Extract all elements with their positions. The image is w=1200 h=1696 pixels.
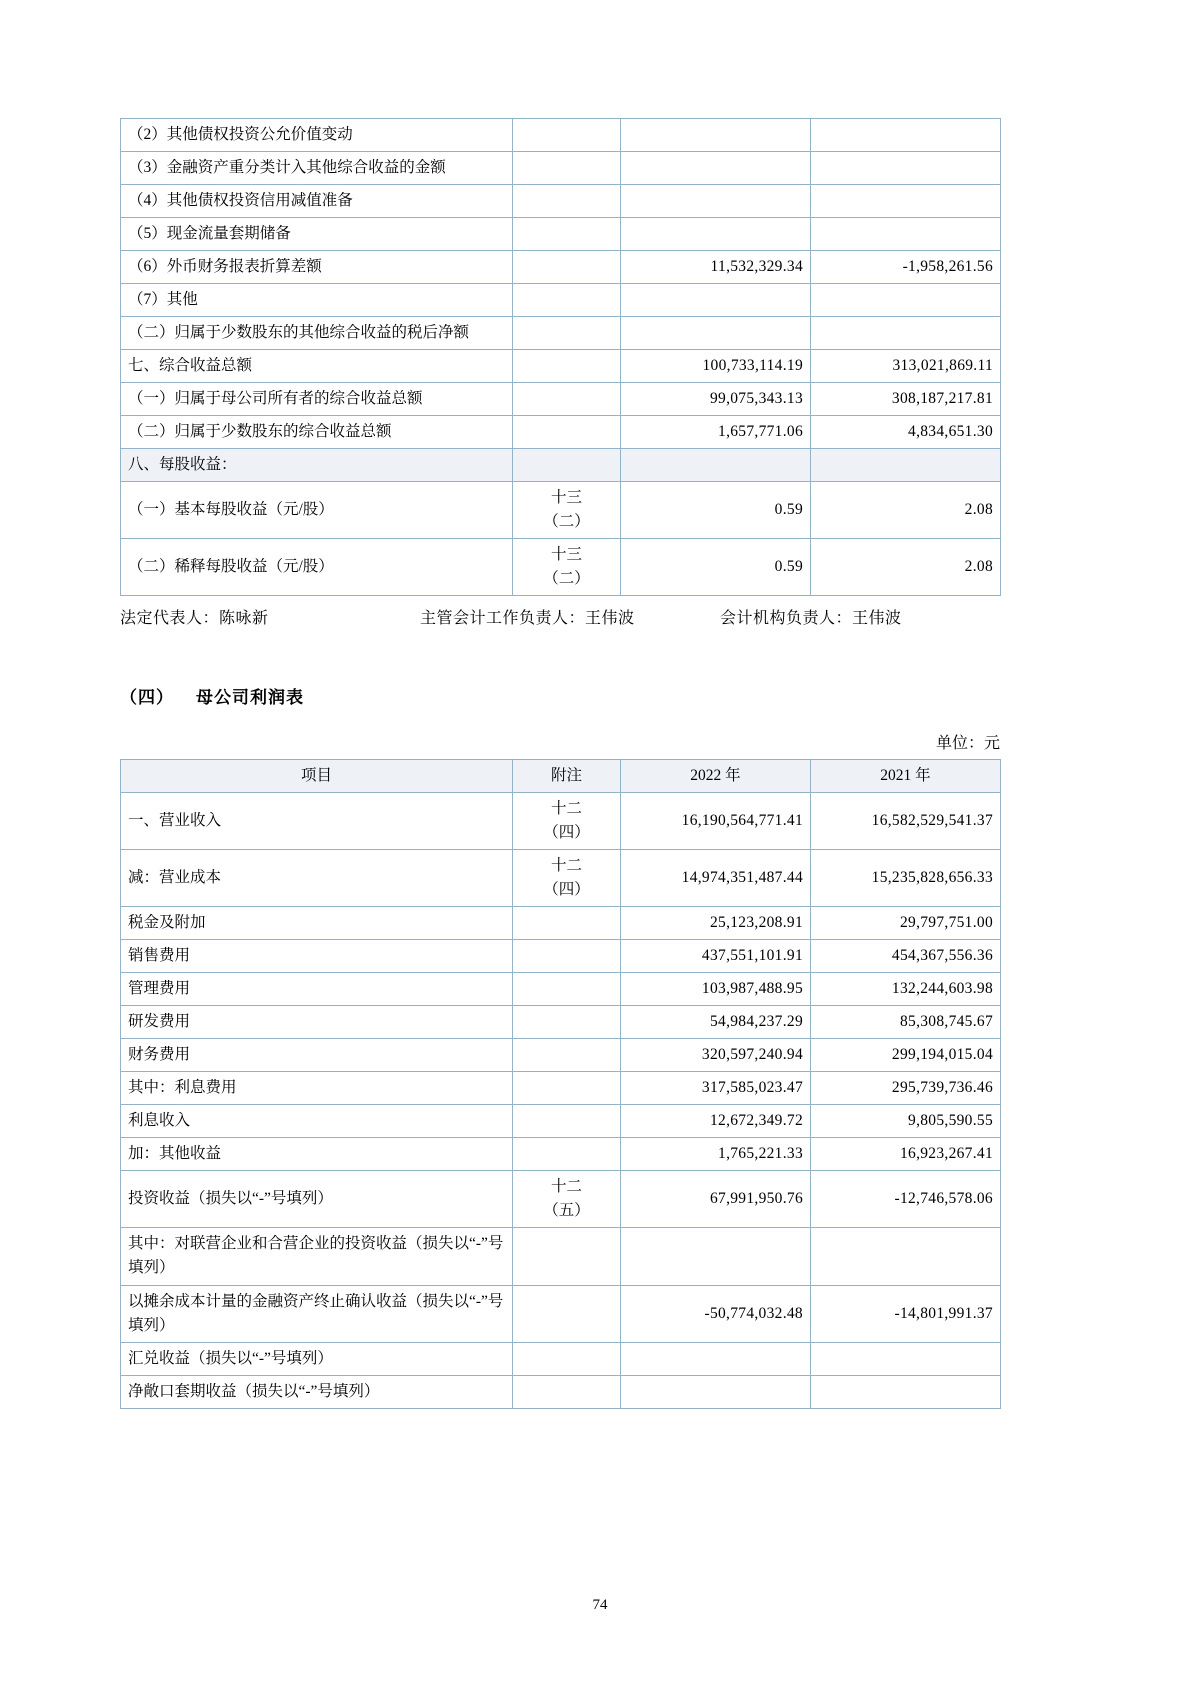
row-item-label: 税金及附加 — [121, 907, 513, 940]
row-value-2021 — [811, 1342, 1001, 1375]
row-item-label: （二）归属于少数股东的综合收益总额 — [121, 416, 513, 449]
row-value-2022 — [621, 1228, 811, 1285]
row-value-2022: 1,657,771.06 — [621, 416, 811, 449]
table-row — [121, 1375, 1001, 1408]
row-note — [513, 251, 621, 284]
row-value-2021 — [811, 119, 1001, 152]
row-note — [513, 317, 621, 350]
row-note: 十二 （四） — [513, 793, 621, 850]
row-value-2021 — [811, 449, 1001, 482]
table-row — [121, 1342, 1001, 1375]
table-row — [121, 1039, 1001, 1072]
row-value-2022: 16,190,564,771.41 — [621, 793, 811, 850]
row-note — [513, 1342, 621, 1375]
row-item-label: 以摊余成本计量的金融资产终止确认收益（损失以“-”号填列） — [121, 1285, 513, 1342]
row-item-label: （3）金融资产重分类计入其他综合收益的金额 — [121, 152, 513, 185]
row-item-label: （5）现金流量套期储备 — [121, 218, 513, 251]
row-value-2022: 437,551,101.91 — [621, 940, 811, 973]
row-note — [513, 185, 621, 218]
row-note — [513, 1138, 621, 1171]
row-value-2022 — [621, 284, 811, 317]
row-item-label: （二）稀释每股收益（元/股） — [121, 539, 513, 596]
column-header-item: 项目 — [121, 760, 513, 793]
table-row — [121, 350, 1001, 383]
row-item-label: 研发费用 — [121, 1006, 513, 1039]
row-value-2021: 308,187,217.81 — [811, 383, 1001, 416]
row-note: 十二 （四） — [513, 850, 621, 907]
table-header-row — [121, 760, 1001, 793]
row-note — [513, 973, 621, 1006]
row-note — [513, 119, 621, 152]
section-number: （四） — [120, 688, 174, 708]
row-item-label: （二）归属于少数股东的其他综合收益的税后净额 — [121, 317, 513, 350]
row-note: 十二 （五） — [513, 1171, 621, 1228]
section-title-text: 母公司利润表 — [196, 688, 304, 708]
row-item-label: 其中：利息费用 — [121, 1072, 513, 1105]
row-value-2021: 454,367,556.36 — [811, 940, 1001, 973]
row-value-2022: 317,585,023.47 — [621, 1072, 811, 1105]
table-row — [121, 1138, 1001, 1171]
row-value-2022 — [621, 119, 811, 152]
row-item-label: （一）归属于母公司所有者的综合收益总额 — [121, 383, 513, 416]
table-row — [121, 251, 1001, 284]
table-row — [121, 449, 1001, 482]
table-row — [121, 1105, 1001, 1138]
row-note — [513, 1375, 621, 1408]
row-item-label: 财务费用 — [121, 1039, 513, 1072]
row-value-2022: 0.59 — [621, 482, 811, 539]
row-value-2022 — [621, 449, 811, 482]
row-note — [513, 1072, 621, 1105]
row-value-2021: 15,235,828,656.33 — [811, 850, 1001, 907]
table-row — [121, 152, 1001, 185]
row-value-2021: 313,021,869.11 — [811, 350, 1001, 383]
row-value-2021 — [811, 284, 1001, 317]
table-row — [121, 1228, 1001, 1285]
row-item-label: 减：营业成本 — [121, 850, 513, 907]
row-note: 十三 （二） — [513, 539, 621, 596]
table-row — [121, 185, 1001, 218]
table-row — [121, 907, 1001, 940]
table-row — [121, 284, 1001, 317]
row-value-2022: 54,984,237.29 — [621, 1006, 811, 1039]
row-item-label: （7）其他 — [121, 284, 513, 317]
row-note — [513, 907, 621, 940]
section-heading — [120, 683, 1080, 708]
row-value-2022: 100,733,114.19 — [621, 350, 811, 383]
table-row — [121, 1171, 1001, 1228]
table-row — [121, 317, 1001, 350]
column-header-2021: 2021 年 — [811, 760, 1001, 793]
row-note — [513, 284, 621, 317]
page-number: 74 — [592, 1597, 608, 1613]
row-value-2022: 67,991,950.76 — [621, 1171, 811, 1228]
table-row — [121, 1006, 1001, 1039]
row-value-2021: 16,923,267.41 — [811, 1138, 1001, 1171]
row-item-label: 八、每股收益： — [121, 449, 513, 482]
row-value-2021 — [811, 152, 1001, 185]
row-value-2022 — [621, 218, 811, 251]
row-value-2022: 0.59 — [621, 539, 811, 596]
row-value-2021: 295,739,736.46 — [811, 1072, 1001, 1105]
row-value-2021: 9,805,590.55 — [811, 1105, 1001, 1138]
row-note: 十三 （二） — [513, 482, 621, 539]
row-value-2021: 132,244,603.98 — [811, 973, 1001, 1006]
row-item-label: 加：其他收益 — [121, 1138, 513, 1171]
table-row — [121, 973, 1001, 1006]
row-note — [513, 350, 621, 383]
row-value-2021: 29,797,751.00 — [811, 907, 1001, 940]
row-note — [513, 1228, 621, 1285]
row-item-label: 净敞口套期收益（损失以“-”号填列） — [121, 1375, 513, 1408]
row-item-label: 七、综合收益总额 — [121, 350, 513, 383]
row-note — [513, 1039, 621, 1072]
row-value-2022: -50,774,032.48 — [621, 1285, 811, 1342]
row-value-2022: 12,672,349.72 — [621, 1105, 811, 1138]
table-row — [121, 119, 1001, 152]
row-note — [513, 218, 621, 251]
row-value-2022 — [621, 152, 811, 185]
row-value-2022: 103,987,488.95 — [621, 973, 811, 1006]
row-value-2022 — [621, 185, 811, 218]
row-value-2021: 16,582,529,541.37 — [811, 793, 1001, 850]
table-row — [121, 1285, 1001, 1342]
row-note — [513, 1105, 621, 1138]
table-row — [121, 850, 1001, 907]
row-value-2022: 320,597,240.94 — [621, 1039, 811, 1072]
row-item-label: 其中：对联营企业和合营企业的投资收益（损失以“-”号填列） — [121, 1228, 513, 1285]
row-value-2022: 1,765,221.33 — [621, 1138, 811, 1171]
row-item-label: （6）外币财务报表折算差额 — [121, 251, 513, 284]
column-header-note: 附注 — [513, 760, 621, 793]
table-row — [121, 383, 1001, 416]
row-value-2021: 85,308,745.67 — [811, 1006, 1001, 1039]
row-note — [513, 940, 621, 973]
row-value-2022 — [621, 1342, 811, 1375]
row-item-label: 管理费用 — [121, 973, 513, 1006]
signature-row — [120, 605, 1000, 628]
row-item-label: 利息收入 — [121, 1105, 513, 1138]
row-value-2021 — [811, 1228, 1001, 1285]
row-value-2021: 4,834,651.30 — [811, 416, 1001, 449]
row-item-label: （4）其他债权投资信用减值准备 — [121, 185, 513, 218]
row-note — [513, 383, 621, 416]
comprehensive-income-table — [120, 118, 1001, 596]
row-value-2022: 14,974,351,487.44 — [621, 850, 811, 907]
row-note — [513, 1285, 621, 1342]
table-row — [121, 218, 1001, 251]
row-value-2022: 25,123,208.91 — [621, 907, 811, 940]
row-value-2021: 2.08 — [811, 539, 1001, 596]
unit-label: 单位：元 — [935, 735, 1000, 753]
row-value-2021 — [811, 218, 1001, 251]
row-note — [513, 1006, 621, 1039]
table-row — [121, 539, 1001, 596]
row-value-2021 — [811, 317, 1001, 350]
row-value-2021: 2.08 — [811, 482, 1001, 539]
row-value-2021: -14,801,991.37 — [811, 1285, 1001, 1342]
row-value-2022: 11,532,329.34 — [621, 251, 811, 284]
row-value-2021 — [811, 1375, 1001, 1408]
table-row — [121, 1072, 1001, 1105]
row-value-2022 — [621, 1375, 811, 1408]
table-row — [121, 482, 1001, 539]
legal-representative: 法定代表人：陈咏新 — [120, 610, 269, 628]
accounting-institution-head: 会计机构负责人：王伟波 — [720, 610, 902, 628]
table-row — [121, 416, 1001, 449]
row-item-label: （2）其他债权投资公允价值变动 — [121, 119, 513, 152]
row-item-label: （一）基本每股收益（元/股） — [121, 482, 513, 539]
table-row — [121, 793, 1001, 850]
accounting-head: 主管会计工作负责人：王伟波 — [420, 610, 635, 628]
row-note — [513, 416, 621, 449]
row-value-2022: 99,075,343.13 — [621, 383, 811, 416]
row-item-label: 一、营业收入 — [121, 793, 513, 850]
row-value-2021: -1,958,261.56 — [811, 251, 1001, 284]
row-item-label: 汇兑收益（损失以“-”号填列） — [121, 1342, 513, 1375]
row-note — [513, 449, 621, 482]
parent-company-income-table — [120, 759, 1001, 1408]
row-value-2021: -12,746,578.06 — [811, 1171, 1001, 1228]
column-header-2022: 2022 年 — [621, 760, 811, 793]
table-row — [121, 940, 1001, 973]
row-item-label: 投资收益（损失以“-”号填列） — [121, 1171, 513, 1228]
row-value-2022 — [621, 317, 811, 350]
row-note — [513, 152, 621, 185]
row-item-label: 销售费用 — [121, 940, 513, 973]
row-value-2021 — [811, 185, 1001, 218]
row-value-2021: 299,194,015.04 — [811, 1039, 1001, 1072]
